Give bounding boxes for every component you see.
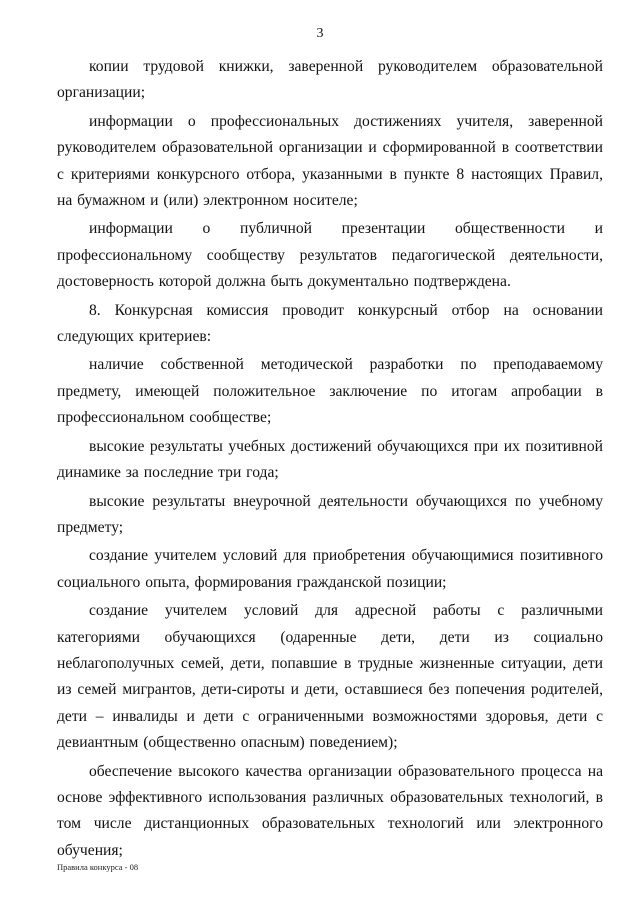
paragraph-criteria-intro: 8. Конкурсная комиссия проводит конкурсный отбор на основании следующих критериев: (57, 301, 603, 346)
paragraph-educational-technologies: обеспечение высокого качества организации образовательного процесса на основе эффективного использования различных образовательных технологий, в том числе дистанционных образовательных технологий или электронного обучения; (57, 762, 603, 859)
paragraph-professional-achievements: информации о профессиональных достижениях учителя, заверенной руководителем образовательной организации и сформированной в соответствии с критериями конкурсного отбора, указанными в пункте 8 настоящих Правил, на бумажном и (или) электронном носителе; (57, 112, 603, 210)
document-body (57, 54, 603, 864)
page-number: 3 (316, 26, 324, 41)
paragraph-public-presentation: информации о публичной презентации общественности и профессиональному сообществу результатов педагогической деятельности, достоверность которой должна быть документально подтверждена. (57, 220, 603, 291)
paragraph-extracurricular-results: высокие результаты внеурочной деятельности обучающихся по учебному предмету; (57, 492, 603, 536)
paragraph-targeted-work: создание учителем условий для адресной работы с различными категориями обучающихся (одаренные дети, дети из социально неблагополучных семей, дети, попавшие в трудные жизненные ситуации, дети из семей мигрантов, дети-сироты и дети, оставшиеся без попечения родителей, дети – инвалиды и дети с ограниченными возможностями здоровья, дети с девиантным (общественно опасным) поведением); (57, 602, 603, 752)
page-footer: Правила конкурса - 08 (57, 862, 139, 872)
paragraph-academic-results: высокие результаты учебных достижений обучающихся при их позитивной динамике за последние три года; (57, 437, 603, 482)
paragraph-methodical-development: наличие собственной методической разработки по преподаваемому предмету, имеющей положительное заключение по итогам апробации в профессиональном сообществе; (57, 356, 603, 427)
paragraph-social-experience: создание учителем условий для приобретения обучающимися позитивного социального опыта, формирования гражданской позиции; (57, 547, 603, 591)
paragraph-work-record-copy: копии трудовой книжки, заверенной руководителем образовательной организации; (57, 58, 603, 102)
